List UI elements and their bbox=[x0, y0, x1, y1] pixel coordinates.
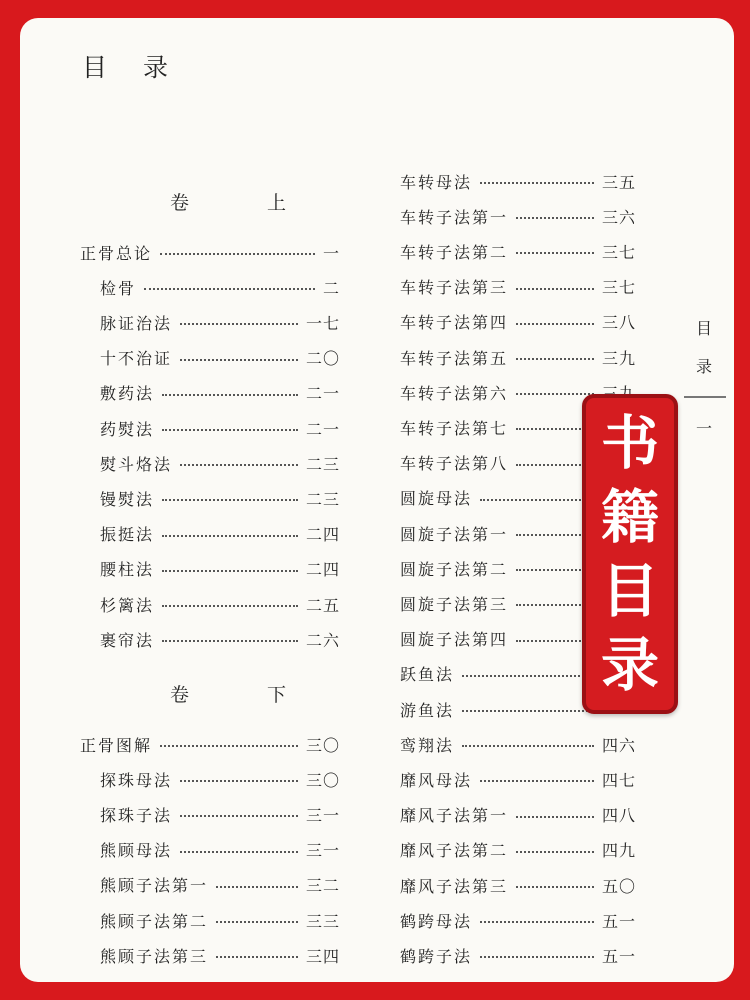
toc-entry-page: 五一 bbox=[601, 946, 636, 966]
toc-entry-title: 圆旋子法第一 bbox=[400, 524, 509, 544]
toc-entry-page: 二〇 bbox=[305, 349, 340, 369]
toc-entry-title: 振挺法 bbox=[100, 525, 155, 545]
leader-dots bbox=[516, 393, 594, 395]
toc-entry-title: 靡风子法第三 bbox=[400, 876, 509, 896]
toc-entry-page: 一七 bbox=[305, 313, 340, 333]
toc-entry-title: 熊顾子法第二 bbox=[100, 911, 209, 931]
leader-dots bbox=[180, 464, 298, 466]
toc-entry bbox=[100, 483, 340, 513]
toc-entry-title: 腰柱法 bbox=[100, 560, 155, 580]
page-heading: 目 录 bbox=[82, 53, 182, 82]
toc-entry-page: 三五 bbox=[601, 172, 636, 192]
leader-dots bbox=[516, 358, 594, 360]
toc-entry-page: 二三 bbox=[305, 454, 340, 474]
toc-entry bbox=[400, 800, 636, 830]
badge-char: 籍 bbox=[600, 483, 659, 551]
toc-entry-title: 检骨 bbox=[100, 278, 137, 298]
toc-entry bbox=[400, 764, 636, 794]
toc-entry-page: 二一 bbox=[305, 419, 340, 439]
toc-entry bbox=[80, 729, 340, 759]
toc-entry-title: 探珠母法 bbox=[100, 770, 173, 790]
leader-dots bbox=[162, 640, 298, 642]
badge-char: 书 bbox=[600, 409, 659, 477]
toc-entry bbox=[100, 870, 340, 900]
toc-entry-page: 三九 bbox=[601, 348, 636, 368]
toc-entry-title: 车转子法第八 bbox=[400, 454, 509, 474]
toc-entry-title: 圆旋子法第二 bbox=[400, 559, 509, 579]
toc-entry-title: 药熨法 bbox=[100, 419, 155, 439]
toc-entry bbox=[100, 835, 340, 865]
toc-entry bbox=[400, 940, 636, 970]
toc-entry bbox=[400, 272, 636, 302]
leader-dots bbox=[480, 780, 594, 782]
leader-dots bbox=[162, 570, 298, 572]
toc-entry bbox=[80, 237, 340, 267]
toc-entry-page: 三一 bbox=[305, 805, 340, 825]
toc-entry bbox=[100, 378, 340, 408]
leader-dots bbox=[516, 886, 594, 888]
toc-entry-title: 熨斗烙法 bbox=[100, 454, 173, 474]
side-mark-char: 目 bbox=[695, 319, 712, 338]
toc-entry bbox=[100, 343, 340, 373]
toc-entry-title: 探珠子法 bbox=[100, 805, 173, 825]
toc-entry-title: 圆旋子法第三 bbox=[400, 594, 509, 614]
leader-dots bbox=[216, 921, 298, 923]
leader-dots bbox=[462, 745, 594, 747]
toc-entry-title: 杉篱法 bbox=[100, 595, 155, 615]
toc-entry-title: 熊顾母法 bbox=[100, 841, 173, 861]
leader-dots bbox=[144, 288, 315, 290]
toc-entry-title: 车转子法第六 bbox=[400, 383, 509, 403]
toc-entry-page: 三二 bbox=[305, 876, 340, 896]
toc-entry-title: 鸾翔法 bbox=[400, 735, 455, 755]
leader-dots bbox=[516, 288, 594, 290]
toc-entry-title: 脉证治法 bbox=[100, 313, 173, 333]
toc-entry-page: 二四 bbox=[305, 560, 340, 580]
side-page-number: 一 bbox=[695, 419, 712, 438]
toc-entry bbox=[100, 589, 340, 619]
toc-entry bbox=[400, 729, 636, 759]
toc-entry bbox=[100, 413, 340, 443]
toc-entry bbox=[400, 342, 636, 372]
leader-dots bbox=[180, 851, 298, 853]
toc-entry-page: 三四 bbox=[305, 946, 340, 966]
toc-entry-page: 二一 bbox=[305, 384, 340, 404]
toc-entry-page: 二 bbox=[322, 278, 340, 298]
toc-entry-page: 四七 bbox=[601, 770, 636, 790]
leader-dots bbox=[216, 886, 298, 888]
toc-entry-title: 车转子法第二 bbox=[400, 242, 509, 262]
leader-dots bbox=[516, 851, 594, 853]
toc-entry-page: 四八 bbox=[601, 806, 636, 826]
toc-entry bbox=[100, 307, 340, 337]
volume-up-heading: 卷 上 bbox=[170, 192, 323, 214]
toc-entry-title: 十不治证 bbox=[100, 349, 173, 369]
leader-dots bbox=[160, 253, 315, 255]
toc-entry-title: 跃鱼法 bbox=[400, 665, 455, 685]
leader-dots bbox=[480, 956, 594, 958]
toc-entry-page: 一 bbox=[322, 243, 340, 263]
leader-dots bbox=[516, 217, 594, 219]
toc-entry-page: 三〇 bbox=[305, 735, 340, 755]
toc-entry-page: 三〇 bbox=[305, 770, 340, 790]
toc-entry-title: 熊顾子法第三 bbox=[100, 946, 209, 966]
toc-entry-title: 熊顾子法第一 bbox=[100, 876, 209, 896]
leader-dots bbox=[480, 182, 594, 184]
toc-entry-title: 正骨图解 bbox=[80, 735, 153, 755]
toc-entry bbox=[100, 799, 340, 829]
leader-dots bbox=[180, 323, 298, 325]
leader-dots bbox=[516, 252, 594, 254]
leader-dots bbox=[162, 535, 298, 537]
toc-entry-page: 三七 bbox=[601, 242, 636, 262]
toc-entry-title: 靡风母法 bbox=[400, 770, 473, 790]
toc-entry bbox=[100, 624, 340, 654]
toc-entry-title: 敷药法 bbox=[100, 384, 155, 404]
leader-dots bbox=[180, 780, 298, 782]
badge-char: 录 bbox=[600, 631, 659, 699]
leader-dots bbox=[162, 499, 298, 501]
leader-dots bbox=[160, 745, 298, 747]
leader-dots bbox=[516, 816, 594, 818]
toc-entry-title: 车转母法 bbox=[400, 172, 473, 192]
leader-dots bbox=[516, 323, 594, 325]
toc-entry-page: 二四 bbox=[305, 525, 340, 545]
toc-entry-page: 三三 bbox=[305, 911, 340, 931]
toc-entry-page: 四九 bbox=[601, 841, 636, 861]
toc-entry bbox=[100, 519, 340, 549]
toc-entry bbox=[400, 870, 636, 900]
toc-entry bbox=[400, 905, 636, 935]
toc-entry-title: 车转子法第七 bbox=[400, 418, 509, 438]
toc-entry bbox=[400, 201, 636, 231]
toc-entry bbox=[100, 764, 340, 794]
toc-entry-page: 五一 bbox=[601, 911, 636, 931]
toc-entry-page: 五〇 bbox=[601, 876, 636, 896]
toc-entry-page: 二五 bbox=[305, 595, 340, 615]
leader-dots bbox=[480, 921, 594, 923]
leader-dots bbox=[162, 429, 298, 431]
toc-entry bbox=[400, 307, 636, 337]
toc-entry-title: 靡风子法第一 bbox=[400, 806, 509, 826]
leader-dots bbox=[162, 394, 298, 396]
catalog-badge bbox=[582, 394, 678, 714]
toc-entry-title: 圆旋母法 bbox=[400, 489, 473, 509]
toc-entry-page: 四六 bbox=[601, 735, 636, 755]
leader-dots bbox=[180, 359, 298, 361]
toc-entry-page: 三七 bbox=[601, 278, 636, 298]
toc-entry-title: 车转子法第五 bbox=[400, 348, 509, 368]
toc-entry-title: 镘熨法 bbox=[100, 489, 155, 509]
toc-entry bbox=[100, 272, 340, 302]
toc-entry bbox=[100, 940, 340, 970]
toc-entry bbox=[400, 166, 636, 196]
toc-entry-title: 鹤跨母法 bbox=[400, 911, 473, 931]
toc-entry bbox=[100, 448, 340, 478]
toc-entry-title: 游鱼法 bbox=[400, 700, 455, 720]
toc-entry-title: 鹤跨子法 bbox=[400, 946, 473, 966]
toc-entry-title: 车转子法第一 bbox=[400, 207, 509, 227]
badge-char: 目 bbox=[600, 557, 659, 625]
toc-entry-page: 三一 bbox=[305, 841, 340, 861]
toc-entry bbox=[100, 554, 340, 584]
toc-entry bbox=[400, 236, 636, 266]
side-divider bbox=[684, 396, 726, 398]
leader-dots bbox=[162, 605, 298, 607]
leader-dots bbox=[180, 815, 298, 817]
book-page bbox=[20, 18, 734, 982]
toc-entry-title: 正骨总论 bbox=[80, 243, 153, 263]
leader-dots bbox=[216, 956, 298, 958]
toc-entry-page: 三八 bbox=[601, 313, 636, 333]
toc-entry-title: 车转子法第三 bbox=[400, 278, 509, 298]
toc-entry-title: 靡风子法第二 bbox=[400, 841, 509, 861]
side-mark-char: 录 bbox=[695, 357, 712, 376]
toc-entry-title: 裹帘法 bbox=[100, 630, 155, 650]
volume-down-heading: 卷 下 bbox=[170, 684, 323, 706]
toc-entry-page: 三六 bbox=[601, 207, 636, 227]
toc-entry-title: 车转子法第四 bbox=[400, 313, 509, 333]
toc-entry bbox=[100, 905, 340, 935]
toc-entry-page: 二三 bbox=[305, 489, 340, 509]
toc-entry-title: 圆旋子法第四 bbox=[400, 630, 509, 650]
toc-entry-page: 二六 bbox=[305, 630, 340, 650]
toc-entry bbox=[400, 835, 636, 865]
